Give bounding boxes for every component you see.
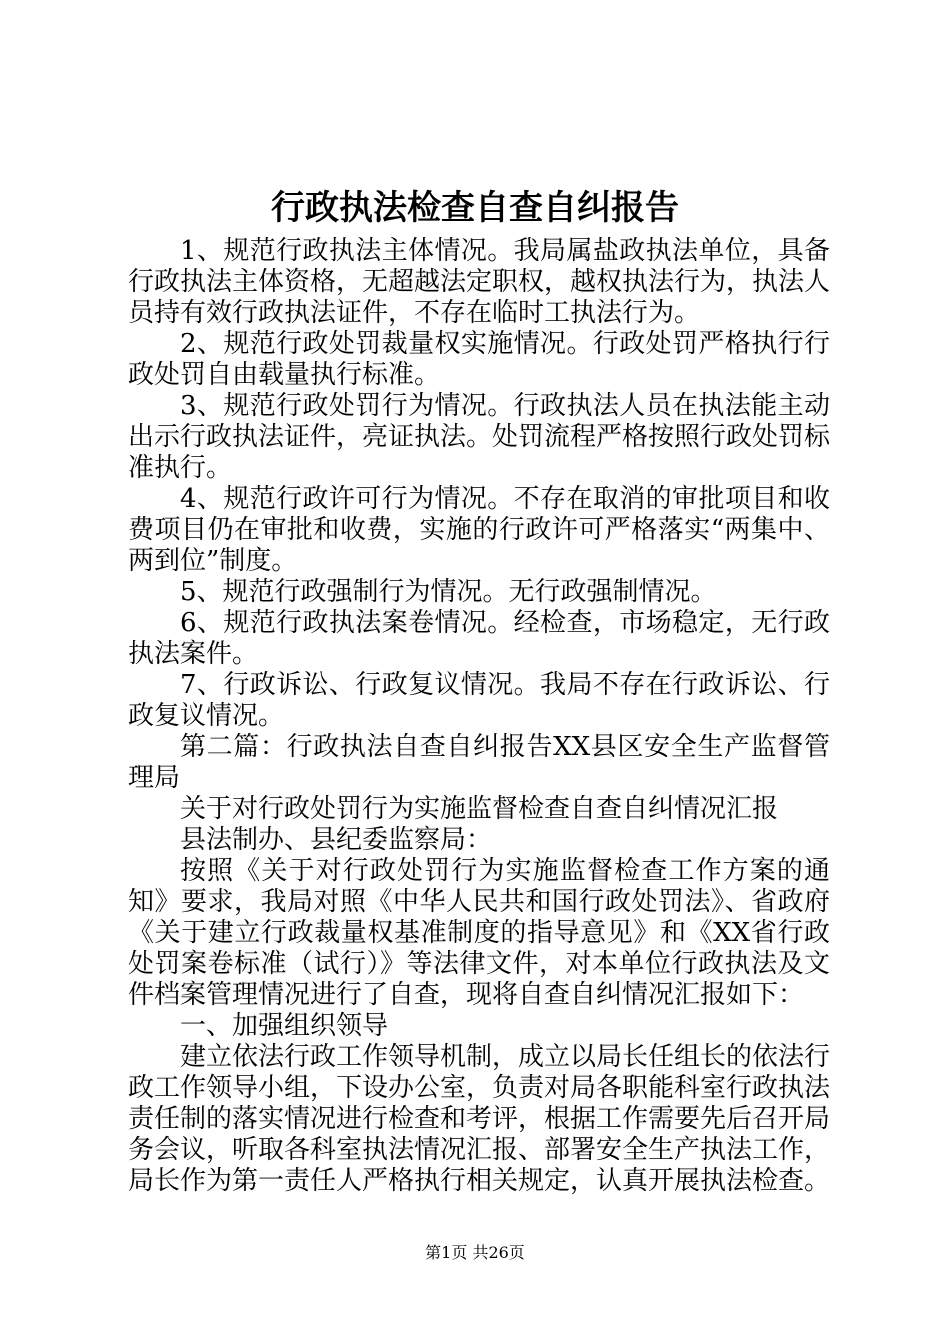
section-heading: 第二篇：行政执法自查自纠报告XX县区安全生产监督管理局 [128,732,830,793]
paragraph: 3、规范行政处罚行为情况。行政执法人员在执法能主动出示行政执法证件，亮证执法。处罚流程严格按照行政处罚标准执行。 [128,391,831,483]
paragraph: 5、规范行政强制行为情况。无行政强制情况。 [180,577,717,607]
paragraph: 4、规范行政许可行为情况。不存在取消的审批项目和收费项目仍在审批和收费，实施的行政许可严格落实“两集中、两到位”制度。 [128,484,830,576]
page-number: 第1页 共26页 [425,1243,525,1262]
document-title: 行政执法检查自查自纠报告 [271,188,679,228]
report-addressee: 县法制办、县纪委监察局： [180,825,493,855]
paragraph: 2、规范行政处罚裁量权实施情况。行政处罚严格执行行政处罚自由载量执行标准。 [128,329,830,390]
section-heading: 一、加强组织领导 [180,1011,389,1041]
paragraph: 按照《关于对行政处罚行为实施监督检查工作方案的通知》要求，我局对照《中华人民共和国行政处罚法》、省政府《关于建立行政裁量权基准制度的指导意见》和《XX省行政处罚案卷标准（试行）》等法律文件，对本单位行政执法及文件档案管理情况进行了自查，现将自查自纠情况汇报如下： [128,856,830,1010]
document-body [128,236,830,1197]
paragraph: 建立依法行政工作领导机制，成立以局长任组长的依法行政工作领导小组，下设办公室，负责对局各职能科室行政执法责任制的落实情况进行检查和考评，根据工作需要先后召开局务会议，听取各科室执法情况汇报、部署安全生产执法工作，局长作为第一责任人严格执行相关规定，认真开展执法检查。 [128,1042,831,1196]
report-subtitle: 关于对行政处罚行为实施监督检查自查自纠情况汇报 [180,794,779,824]
paragraph: 1、规范行政执法主体情况。我局属盐政执法单位，具备行政执法主体资格，无超越法定职权，越权执法行为，执法人员持有效行政执法证件，不存在临时工执法行为。 [128,236,831,328]
paragraph: 6、规范行政执法案卷情况。经检查，市场稳定，无行政执法案件。 [128,608,830,669]
paragraph: 7、行政诉讼、行政复议情况。我局不存在行政诉讼、行政复议情况。 [128,670,830,731]
